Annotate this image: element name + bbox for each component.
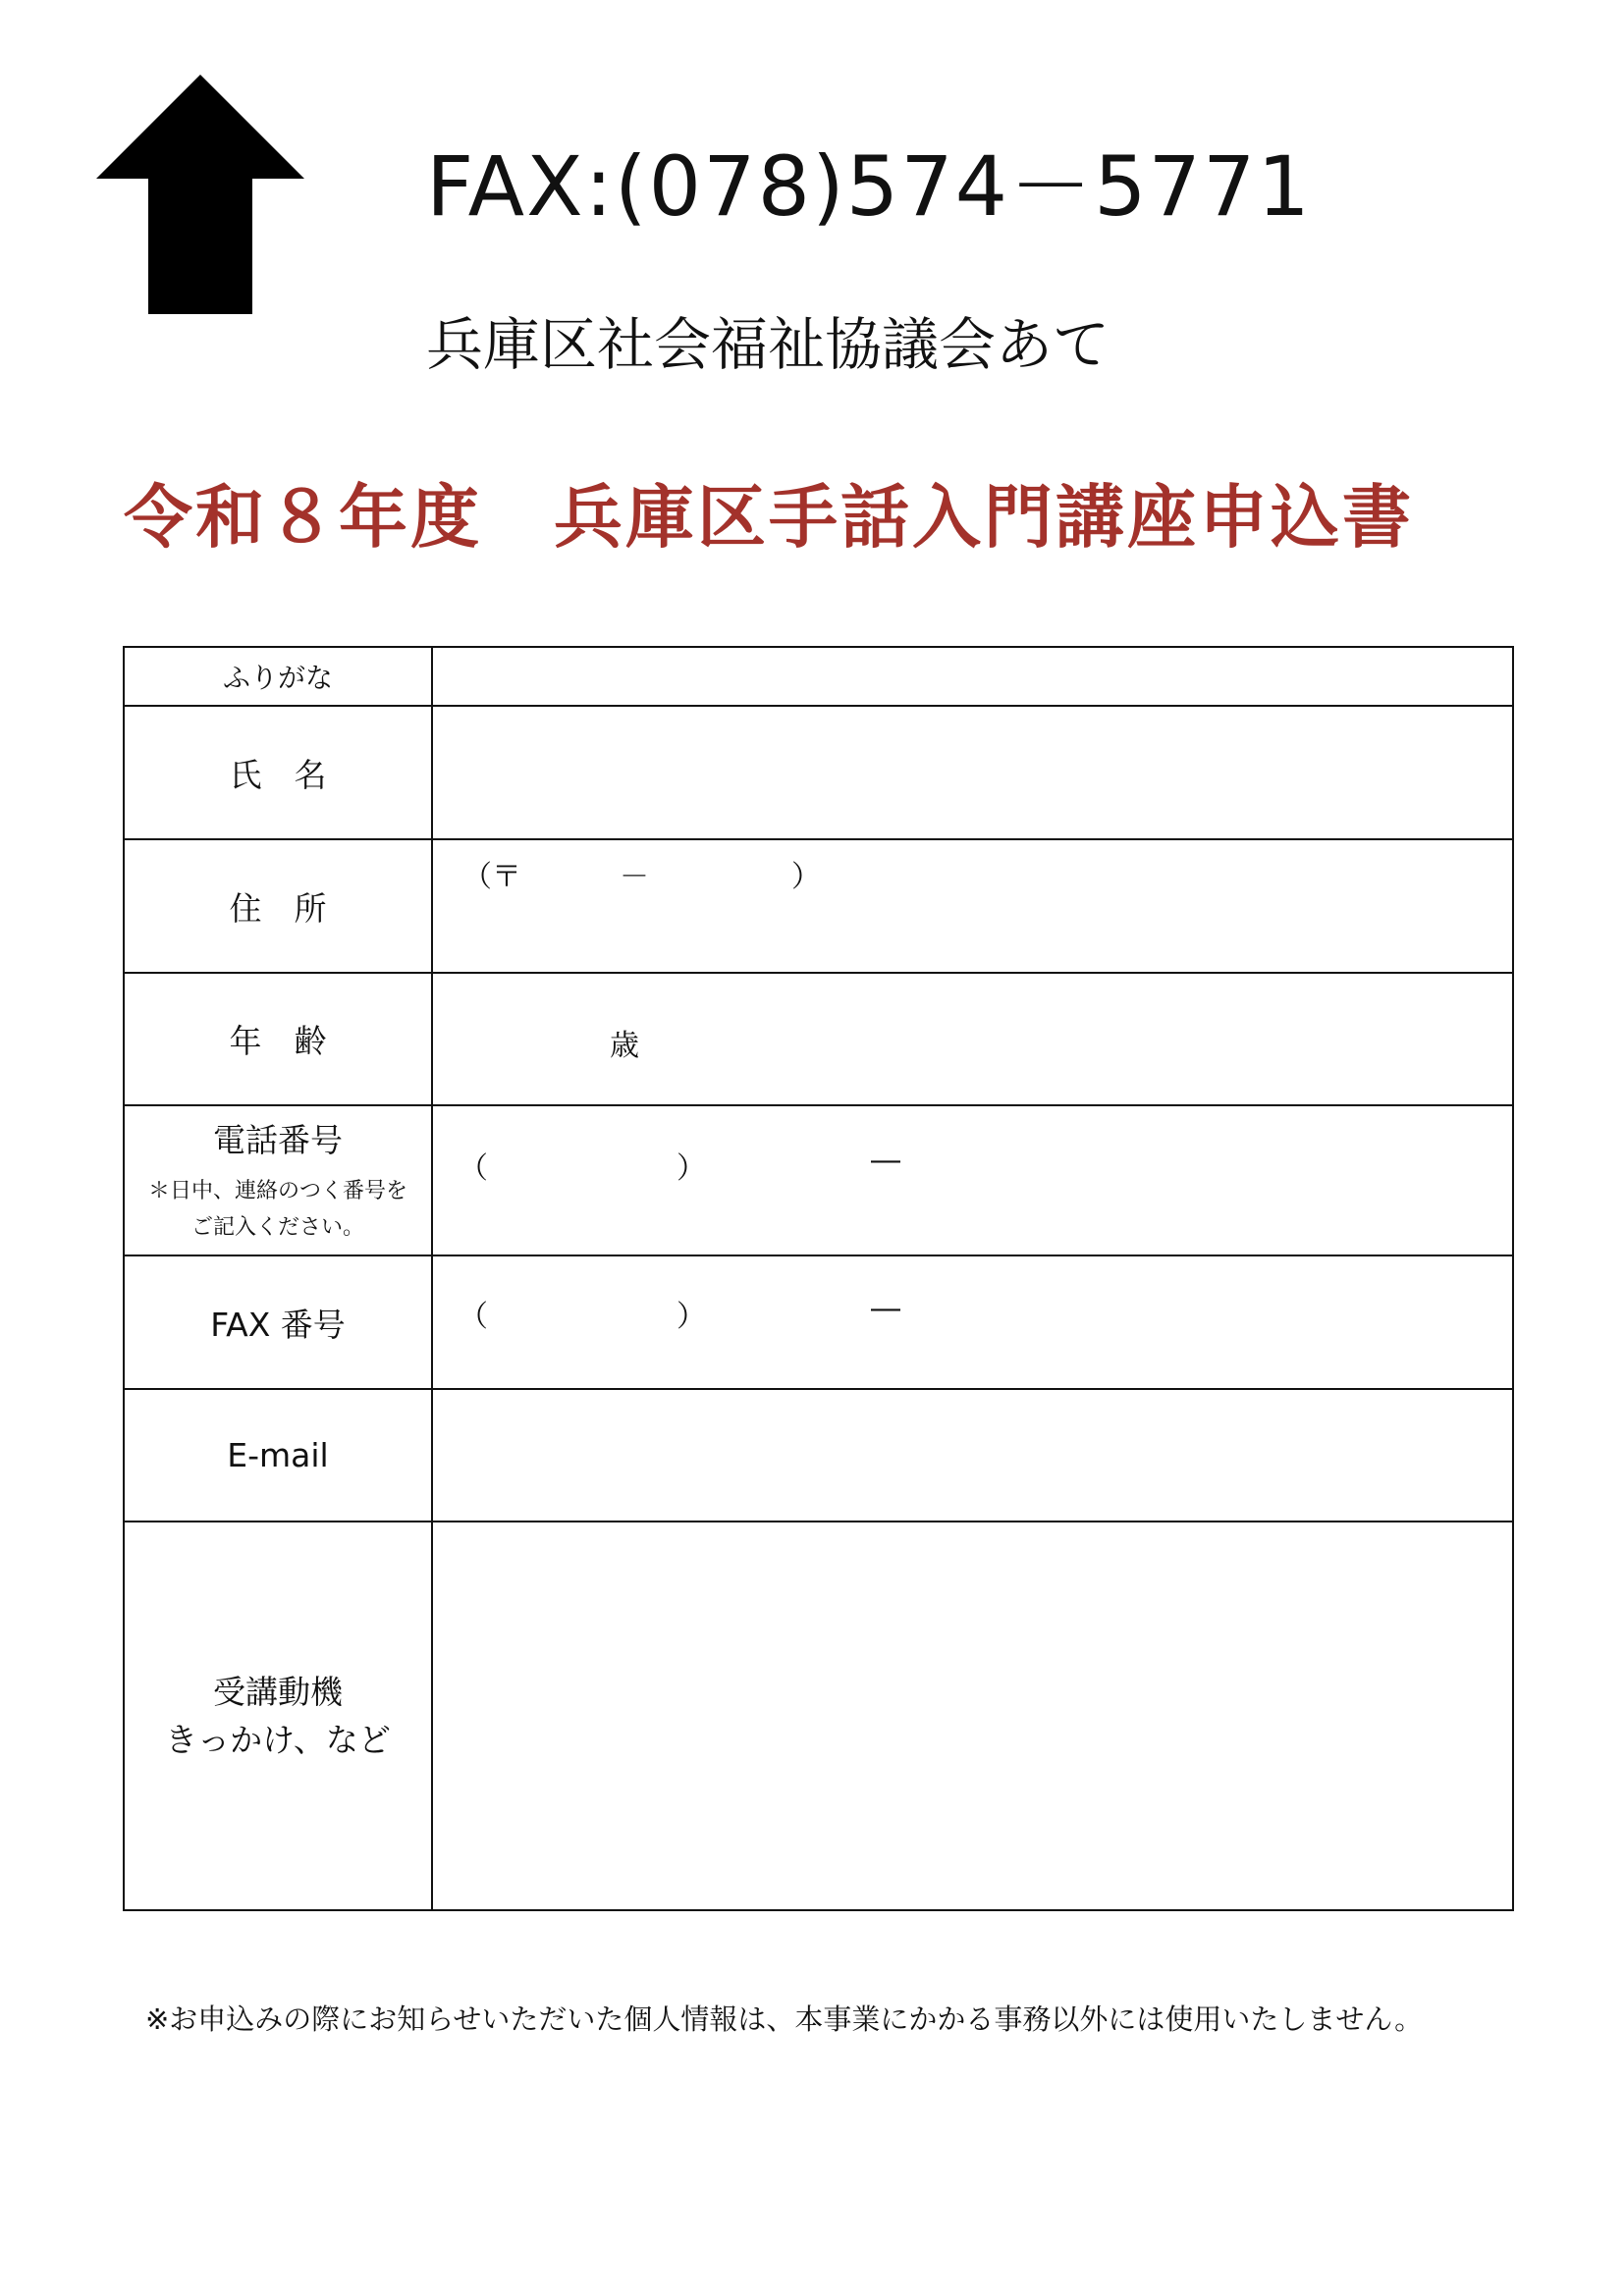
email-field[interactable] bbox=[432, 1389, 1513, 1522]
name-label: 氏 名 bbox=[124, 706, 432, 839]
postal-close: ） bbox=[791, 860, 821, 894]
address-row bbox=[124, 839, 1513, 973]
postal-code-area bbox=[462, 852, 1150, 894]
fax-row bbox=[124, 1255, 1513, 1389]
phone-row bbox=[124, 1105, 1513, 1255]
fax-field[interactable] bbox=[432, 1255, 1513, 1389]
page-title: 令和８年度 兵庫区手話入門講座申込書 bbox=[124, 477, 1414, 558]
phone-note-line1: ＊日中、連絡のつく番号を bbox=[147, 1178, 407, 1203]
address-field[interactable] bbox=[432, 839, 1513, 973]
email-row bbox=[124, 1389, 1513, 1522]
phone-open: （ bbox=[459, 1151, 488, 1186]
email-label: E-mail bbox=[124, 1389, 432, 1522]
phone-format bbox=[459, 1144, 1146, 1186]
motive-row bbox=[124, 1522, 1513, 1910]
fax-label: FAX 番号 bbox=[124, 1255, 432, 1389]
motive-label-cell bbox=[124, 1522, 432, 1910]
name-field[interactable] bbox=[432, 706, 1513, 839]
motive-field[interactable] bbox=[432, 1522, 1513, 1910]
phone-label: 電話番号 bbox=[213, 1120, 343, 1159]
fax-number-heading: FAX:(078)574－5771 bbox=[426, 138, 1312, 235]
recipient-line: 兵庫区社会福祉協議会あて bbox=[426, 311, 1110, 378]
fax-format bbox=[459, 1292, 1146, 1334]
application-form-table bbox=[123, 646, 1514, 1911]
motive-label-line2: きっかけ、など bbox=[165, 1721, 391, 1759]
address-label: 住 所 bbox=[124, 839, 432, 973]
furigana-row bbox=[124, 647, 1513, 706]
phone-field[interactable] bbox=[432, 1105, 1513, 1255]
age-field[interactable] bbox=[432, 973, 1513, 1105]
age-unit: 歳 bbox=[610, 1029, 639, 1063]
age-row bbox=[124, 973, 1513, 1105]
fax-open: （ bbox=[459, 1300, 488, 1334]
postal-open: （〒 bbox=[462, 860, 521, 894]
furigana-label: ふりがな bbox=[124, 647, 432, 706]
fax-close: ） bbox=[677, 1300, 706, 1334]
phone-label-cell bbox=[124, 1105, 432, 1255]
name-row bbox=[124, 706, 1513, 839]
phone-close: ） bbox=[677, 1151, 706, 1186]
privacy-note: ※お申込みの際にお知らせいただいた個人情報は、本事業にかかる事務以外には使用いたしません。 bbox=[145, 2002, 1424, 2036]
furigana-field[interactable] bbox=[432, 647, 1513, 706]
age-label: 年 齢 bbox=[124, 973, 432, 1105]
motive-label-line1: 受講動機 bbox=[213, 1672, 343, 1711]
up-arrow-icon bbox=[96, 75, 304, 314]
phone-note-line2: ご記入ください。 bbox=[190, 1215, 364, 1240]
fax-dash: ― bbox=[871, 1292, 900, 1326]
postal-dash: － bbox=[620, 860, 649, 894]
phone-dash: ― bbox=[871, 1144, 900, 1178]
